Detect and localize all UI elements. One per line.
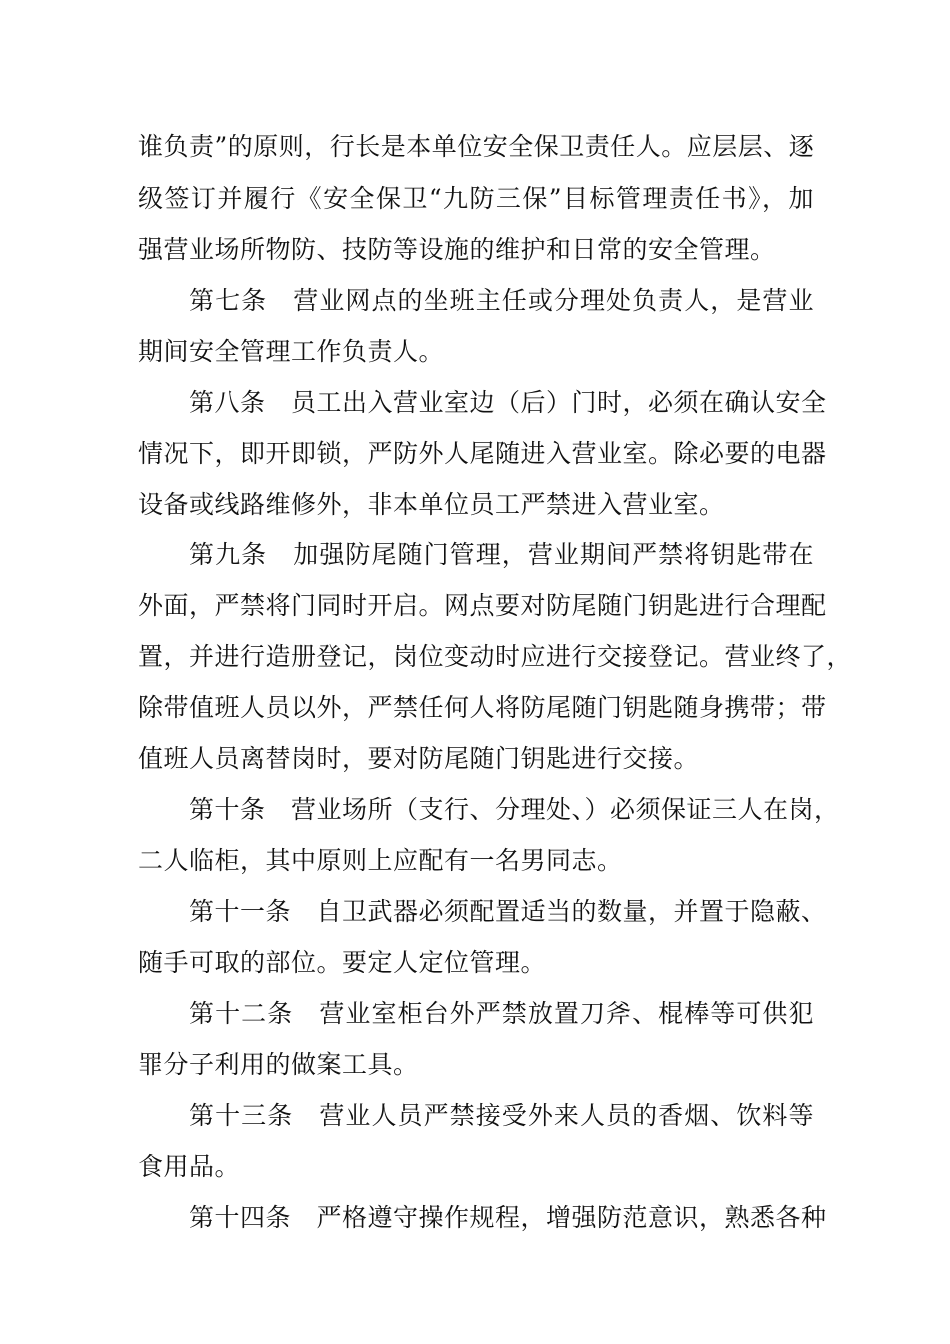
text-line: 值班人员离替岗时，要对防尾随门钥匙进行交接。	[138, 744, 700, 773]
text-line: 除带值班人员以外，严禁任何人将防尾随门钥匙随身携带；带	[138, 693, 827, 722]
text-line: 外面，严禁将门同时开启。网点要对防尾随门钥匙进行合理配	[138, 591, 827, 620]
text-line: 谁负责”的原则，行长是本单位安全保卫责任人。应层层、逐	[138, 132, 815, 161]
article-12-heading-line: 第十二条 营业室柜台外严禁放置刀斧、棍棒等可供犯	[189, 999, 814, 1028]
article-14-heading-line: 第十四条 严格遵守操作规程，增强防范意识，熟悉各种	[189, 1203, 827, 1232]
text-line: 随手可取的部位。要定人定位管理。	[138, 948, 547, 977]
text-line: 置，并进行造册登记，岗位变动时应进行交接登记。营业终了，	[138, 642, 853, 671]
text-line: 食用品。	[138, 1152, 241, 1181]
article-8-heading-line: 第八条 员工出入营业室边（后）门时，必须在确认安全	[189, 388, 827, 417]
text-line: 级签订并履行《安全保卫“九防三保”目标管理责任书》，加	[138, 184, 814, 213]
text-line: 二人临柜，其中原则上应配有一名男同志。	[138, 846, 623, 875]
text-line: 罪分子利用的做案工具。	[138, 1050, 419, 1079]
text-line: 强营业场所物防、技防等设施的维护和日常的安全管理。	[138, 235, 776, 264]
article-7-heading-line: 第七条 营业网点的坐班主任或分理处负责人，是营业	[189, 286, 814, 315]
article-9-heading-line: 第九条 加强防尾随门管理，营业期间严禁将钥匙带在	[189, 540, 814, 569]
text-line: 情况下，即开即锁，严防外人尾随进入营业室。除必要的电器	[138, 439, 827, 468]
text-line: 期间安全管理工作负责人。	[138, 337, 445, 366]
article-10-heading-line: 第十条 营业场所（支行、分理处、）必须保证三人在岗，	[189, 795, 840, 824]
article-13-heading-line: 第十三条 营业人员严禁接受外来人员的香烟、饮料等	[189, 1101, 814, 1130]
text-line: 设备或线路维修外，非本单位员工严禁进入营业室。	[138, 490, 725, 519]
article-11-heading-line: 第十一条 自卫武器必须配置适当的数量，并置于隐蔽、	[189, 897, 827, 926]
